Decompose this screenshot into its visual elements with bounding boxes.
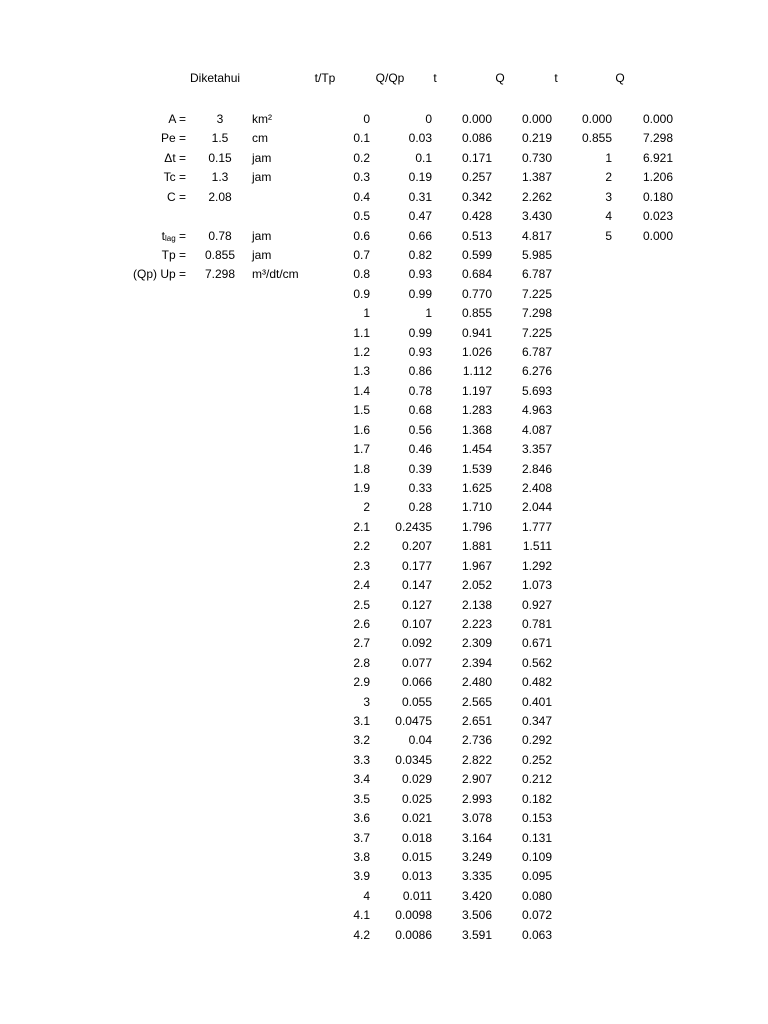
given-label: Δt = — [164, 151, 186, 165]
q-cell: 0.671 — [521, 636, 552, 650]
t-cell: 0.684 — [461, 267, 492, 281]
q-qp-cell: 0.78 — [408, 384, 432, 398]
given-value: 3 — [216, 112, 224, 126]
t-tp-cell: 0.3 — [353, 170, 370, 184]
q-qp-cell: 0.04 — [408, 733, 432, 747]
t-tp-cell: 0.8 — [353, 267, 370, 281]
summary-t-cell: 2 — [605, 170, 612, 184]
q-cell: 0.109 — [521, 850, 552, 864]
t-tp-cell: 1.1 — [353, 326, 370, 340]
q-qp-cell: 0.33 — [408, 481, 432, 495]
q-qp-cell: 0.011 — [402, 889, 432, 903]
header-diketahui: Diketahui — [190, 71, 241, 85]
q-cell: 0.153 — [521, 811, 552, 825]
t-tp-cell: 4.2 — [353, 928, 370, 942]
q-qp-cell: 0.077 — [401, 656, 432, 670]
t-cell: 2.993 — [461, 792, 492, 806]
q-cell: 4.087 — [521, 423, 552, 437]
t-tp-cell: 0.7 — [353, 248, 370, 262]
q-cell: 6.787 — [521, 345, 552, 359]
summary-t-cell: 4 — [605, 209, 612, 223]
q-qp-cell: 0.99 — [408, 326, 432, 340]
q-cell: 6.787 — [521, 267, 552, 281]
given-label: (Qp) Up = — [132, 267, 186, 281]
summary-t-cell: 0.855 — [581, 131, 612, 145]
t-tp-cell: 2.1 — [353, 520, 370, 534]
q-cell: 1.511 — [522, 539, 552, 553]
q-qp-cell: 0.177 — [401, 559, 432, 573]
q-cell: 5.693 — [521, 384, 552, 398]
t-tp-cell: 0.5 — [353, 209, 370, 223]
t-tp-cell: 0.6 — [353, 229, 370, 243]
q-qp-cell: 0.029 — [401, 772, 432, 786]
t-cell: 1.710 — [461, 500, 492, 514]
t-tp-cell: 3.4 — [353, 772, 370, 786]
given-unit: jam — [252, 229, 272, 243]
q-qp-cell: 0.28 — [408, 500, 432, 514]
header-t-tp: t/Tp — [314, 71, 336, 85]
t-cell: 0.770 — [461, 287, 492, 301]
summary-q-cell: 1.206 — [642, 170, 673, 184]
t-tp-cell: 2.9 — [353, 675, 370, 689]
t-tp-cell: 2.2 — [353, 539, 370, 553]
q-cell: 2.846 — [521, 462, 552, 476]
q-qp-cell: 0.46 — [408, 442, 432, 456]
t-cell: 1.625 — [461, 481, 492, 495]
t-tp-cell: 1.2 — [353, 345, 370, 359]
q-qp-cell: 0.56 — [408, 423, 432, 437]
given-value: 7.298 — [204, 267, 236, 281]
q-qp-cell: 0.0345 — [395, 753, 432, 767]
t-tp-cell: 3.2 — [353, 733, 370, 747]
given-unit: jam — [252, 151, 272, 165]
given-unit: km² — [252, 112, 272, 126]
q-cell: 0.562 — [521, 656, 552, 670]
q-cell: 3.430 — [521, 209, 552, 223]
t-tp-cell: 2.5 — [353, 598, 370, 612]
t-cell: 2.822 — [461, 753, 492, 767]
q-cell: 0.482 — [521, 675, 552, 689]
q-qp-cell: 0.021 — [401, 811, 432, 825]
header-q-qp: Q/Qp — [375, 71, 405, 85]
t-cell: 3.420 — [461, 889, 492, 903]
q-qp-cell: 0.93 — [408, 345, 432, 359]
q-cell: 0.927 — [521, 598, 552, 612]
t-tp-cell: 1.6 — [353, 423, 370, 437]
q-cell: 0.212 — [521, 772, 552, 786]
q-cell: 3.357 — [521, 442, 552, 456]
q-cell: 7.298 — [521, 306, 552, 320]
t-tp-cell: 2.8 — [353, 656, 370, 670]
q-cell: 1.073 — [521, 578, 552, 592]
header-t-summary: t — [554, 71, 558, 85]
q-cell: 0.292 — [521, 733, 552, 747]
q-cell: 0.000 — [521, 112, 552, 126]
t-cell: 3.249 — [461, 850, 492, 864]
t-cell: 3.078 — [461, 811, 492, 825]
t-cell: 2.052 — [461, 578, 492, 592]
t-tp-cell: 1.4 — [353, 384, 370, 398]
q-qp-cell: 0.025 — [401, 792, 432, 806]
q-cell: 0.063 — [521, 928, 552, 942]
q-cell: 0.131 — [521, 831, 552, 845]
t-tp-cell: 1.9 — [353, 481, 370, 495]
header-t: t — [433, 71, 437, 85]
summary-q-cell: 6.921 — [642, 151, 673, 165]
t-tp-cell: 3.8 — [353, 850, 370, 864]
q-cell: 4.963 — [521, 403, 552, 417]
q-cell: 1.292 — [521, 559, 552, 573]
q-qp-cell: 0.0475 — [395, 714, 432, 728]
t-tp-cell: 1.7 — [353, 442, 370, 456]
header-q: Q — [495, 71, 505, 85]
t-tp-cell: 3 — [363, 695, 370, 709]
q-qp-cell: 0.03 — [408, 131, 432, 145]
t-cell: 2.907 — [461, 772, 492, 786]
q-cell: 2.044 — [521, 500, 552, 514]
q-cell: 0.730 — [521, 151, 552, 165]
q-qp-cell: 0.86 — [408, 364, 432, 378]
t-cell: 1.368 — [461, 423, 492, 437]
t-cell: 0.171 — [461, 151, 492, 165]
q-qp-cell: 0.207 — [401, 539, 432, 553]
q-cell: 4.817 — [521, 229, 552, 243]
t-tp-cell: 2.3 — [353, 559, 370, 573]
q-qp-cell: 0.147 — [401, 578, 432, 592]
q-qp-cell: 0.47 — [408, 209, 432, 223]
given-value: 1.3 — [211, 170, 229, 184]
q-qp-cell: 0.015 — [401, 850, 432, 864]
given-unit: jam — [252, 248, 272, 262]
q-cell: 0.781 — [521, 617, 552, 631]
t-cell: 3.591 — [461, 928, 492, 942]
given-label: C = — [166, 190, 186, 204]
t-cell: 2.394 — [461, 656, 492, 670]
given-value: 0.15 — [208, 151, 232, 165]
q-qp-cell: 0.092 — [401, 636, 432, 650]
q-qp-cell: 0.127 — [401, 598, 432, 612]
q-cell: 0.401 — [521, 695, 552, 709]
t-tp-cell: 2.7 — [353, 636, 370, 650]
given-label: Pe = — [160, 131, 186, 145]
given-value: 0.78 — [208, 229, 232, 243]
t-cell: 0.855 — [461, 306, 492, 320]
given-label: A = — [168, 112, 186, 126]
given-unit: jam — [252, 170, 272, 184]
given-label: Tc = — [163, 170, 186, 184]
t-cell: 0.513 — [461, 229, 492, 243]
t-cell: 3.506 — [461, 908, 492, 922]
t-tp-cell: 3.1 — [353, 714, 370, 728]
q-qp-cell: 0 — [425, 112, 432, 126]
q-qp-cell: 0.1 — [415, 151, 432, 165]
t-tp-cell: 0.2 — [353, 151, 370, 165]
t-cell: 0.000 — [461, 112, 492, 126]
t-cell: 1.967 — [461, 559, 492, 573]
t-cell: 0.086 — [461, 131, 492, 145]
t-cell: 0.342 — [461, 190, 492, 204]
given-unit: m³/dt/cm — [252, 267, 299, 281]
q-qp-cell: 0.013 — [401, 869, 432, 883]
t-cell: 0.428 — [461, 209, 492, 223]
t-cell: 0.941 — [461, 326, 492, 340]
t-tp-cell: 1.5 — [353, 403, 370, 417]
t-tp-cell: 4.1 — [353, 908, 370, 922]
q-cell: 2.408 — [521, 481, 552, 495]
t-tp-cell: 4 — [363, 889, 370, 903]
q-qp-cell: 0.055 — [401, 695, 432, 709]
q-cell: 0.347 — [521, 714, 552, 728]
summary-q-cell: 0.180 — [642, 190, 673, 204]
t-cell: 1.539 — [461, 462, 492, 476]
summary-q-cell: 7.298 — [642, 131, 673, 145]
t-tp-cell: 0 — [363, 112, 370, 126]
t-tp-cell: 1.3 — [353, 364, 370, 378]
t-tp-cell: 0.4 — [353, 190, 370, 204]
q-cell: 2.262 — [521, 190, 552, 204]
given-value: 0.855 — [204, 248, 236, 262]
q-cell: 0.072 — [521, 908, 552, 922]
t-cell: 1.112 — [462, 364, 492, 378]
q-cell: 0.095 — [521, 869, 552, 883]
summary-t-cell: 1 — [605, 151, 612, 165]
q-qp-cell: 0.0098 — [395, 908, 432, 922]
t-tp-cell: 3.3 — [353, 753, 370, 767]
header-q-summary: Q — [615, 71, 625, 85]
q-cell: 7.225 — [521, 287, 552, 301]
t-tp-cell: 0.9 — [353, 287, 370, 301]
t-cell: 2.736 — [461, 733, 492, 747]
t-cell: 2.223 — [461, 617, 492, 631]
t-tp-cell: 1.8 — [353, 462, 370, 476]
t-tp-cell: 2.6 — [353, 617, 370, 631]
given-value: 1.5 — [211, 131, 229, 145]
summary-q-cell: 0.000 — [642, 112, 673, 126]
t-cell: 1.197 — [461, 384, 492, 398]
q-cell: 7.225 — [521, 326, 552, 340]
q-cell: 1.387 — [521, 170, 552, 184]
t-tp-cell: 2 — [363, 500, 370, 514]
q-qp-cell: 1 — [425, 306, 432, 320]
t-cell: 2.565 — [461, 695, 492, 709]
given-label: Tp = — [161, 248, 186, 262]
q-cell: 0.219 — [521, 131, 552, 145]
q-cell: 6.276 — [521, 364, 552, 378]
t-cell: 1.454 — [461, 442, 492, 456]
t-cell: 2.138 — [461, 598, 492, 612]
t-cell: 0.599 — [461, 248, 492, 262]
q-cell: 5.985 — [521, 248, 552, 262]
given-label: $t_{lag}$ = — [161, 229, 186, 243]
t-cell: 1.881 — [461, 539, 492, 553]
q-qp-cell: 0.018 — [401, 831, 432, 845]
t-cell: 2.309 — [461, 636, 492, 650]
q-cell: 0.080 — [521, 889, 552, 903]
summary-t-cell: 5 — [605, 229, 612, 243]
t-cell: 2.651 — [461, 714, 492, 728]
t-cell: 3.164 — [461, 831, 492, 845]
t-cell: 2.480 — [461, 675, 492, 689]
q-qp-cell: 0.107 — [401, 617, 432, 631]
t-cell: 3.335 — [461, 869, 492, 883]
q-qp-cell: 0.19 — [408, 170, 432, 184]
q-cell: 0.182 — [521, 792, 552, 806]
q-qp-cell: 0.39 — [408, 462, 432, 476]
t-cell: 1.283 — [461, 403, 492, 417]
t-tp-cell: 3.9 — [353, 869, 370, 883]
q-qp-cell: 0.82 — [408, 248, 432, 262]
t-cell: 0.257 — [461, 170, 492, 184]
given-value: 2.08 — [208, 190, 232, 204]
summary-q-cell: 0.023 — [642, 209, 673, 223]
t-cell: 1.796 — [461, 520, 492, 534]
t-tp-cell: 3.6 — [353, 811, 370, 825]
q-qp-cell: 0.68 — [408, 403, 432, 417]
q-qp-cell: 0.2435 — [395, 520, 432, 534]
q-qp-cell: 0.93 — [408, 267, 432, 281]
q-cell: 0.252 — [521, 753, 552, 767]
t-tp-cell: 3.5 — [353, 792, 370, 806]
q-qp-cell: 0.99 — [408, 287, 432, 301]
summary-q-cell: 0.000 — [642, 229, 673, 243]
t-tp-cell: 3.7 — [353, 831, 370, 845]
q-qp-cell: 0.66 — [408, 229, 432, 243]
t-tp-cell: 0.1 — [353, 131, 370, 145]
q-cell: 1.777 — [521, 520, 552, 534]
q-qp-cell: 0.31 — [408, 190, 432, 204]
summary-t-cell: 0.000 — [581, 112, 612, 126]
t-tp-cell: 1 — [363, 306, 370, 320]
q-qp-cell: 0.066 — [401, 675, 432, 689]
t-tp-cell: 2.4 — [353, 578, 370, 592]
summary-t-cell: 3 — [605, 190, 612, 204]
q-qp-cell: 0.0086 — [395, 928, 432, 942]
t-cell: 1.026 — [461, 345, 492, 359]
given-unit: cm — [252, 131, 268, 145]
